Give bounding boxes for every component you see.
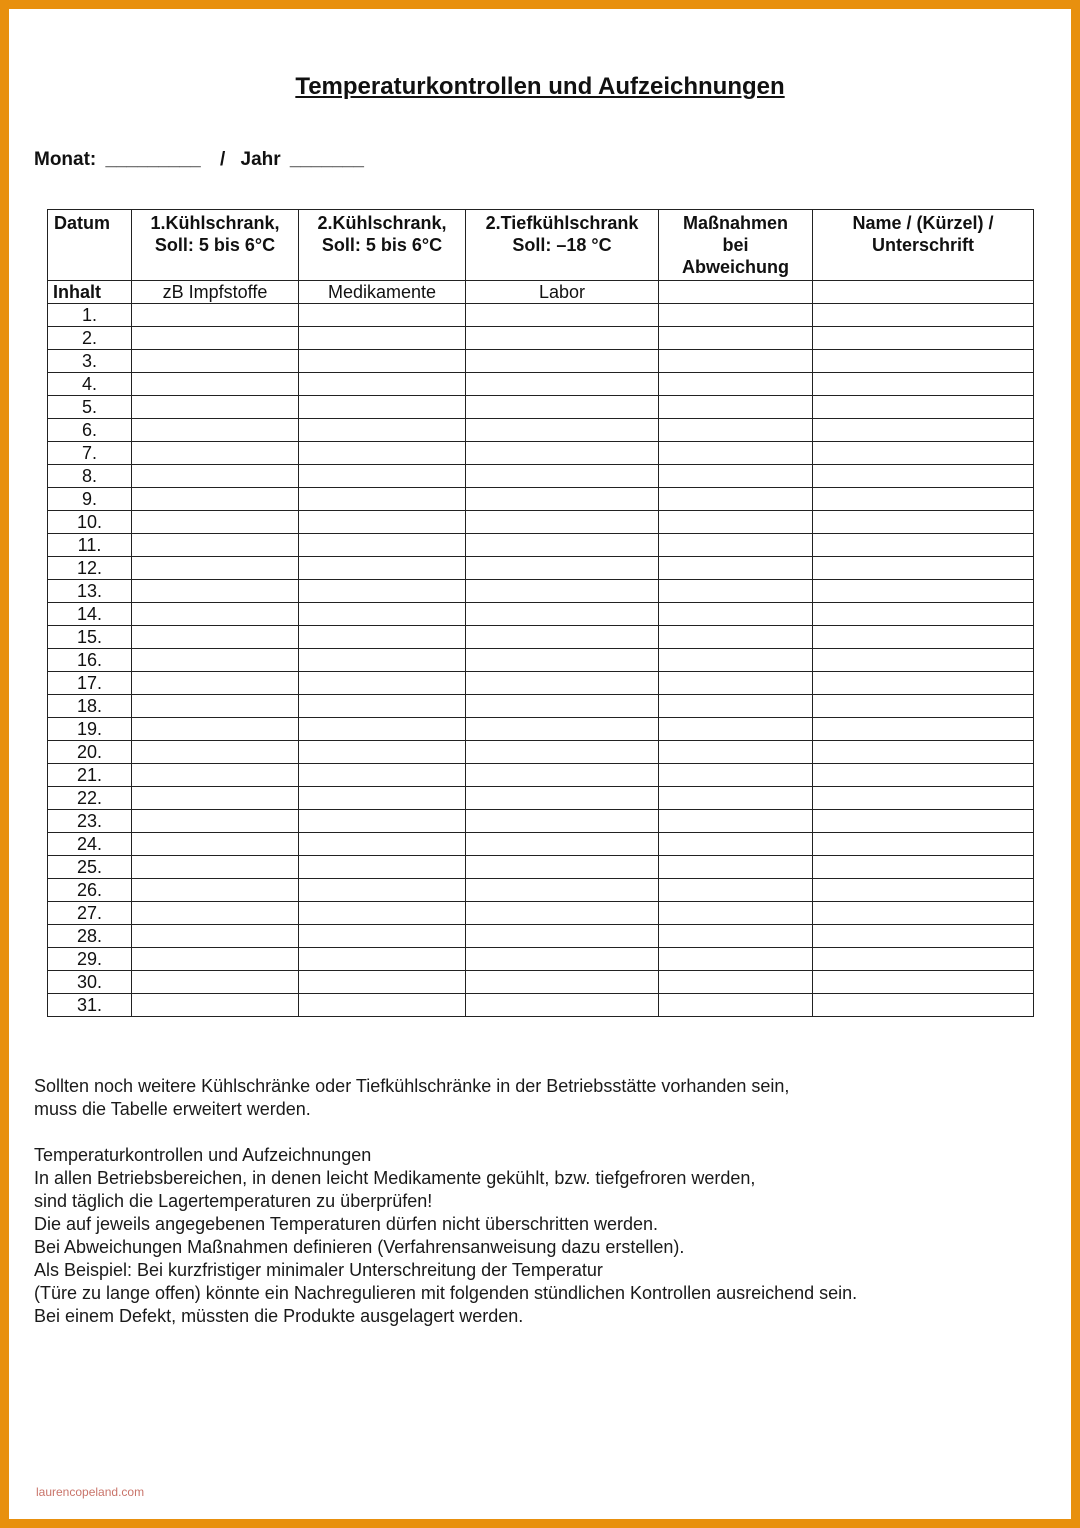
entry-cell[interactable]	[299, 603, 466, 626]
table-row	[48, 718, 1034, 741]
entry-cell[interactable]	[466, 603, 659, 626]
entry-cell[interactable]	[132, 603, 299, 626]
column-header-line: bei	[722, 235, 749, 255]
entry-cell[interactable]	[813, 787, 1034, 810]
day-number: 17.	[48, 672, 132, 695]
entry-cell[interactable]	[466, 419, 659, 442]
contents-cell	[659, 281, 813, 304]
entry-cell[interactable]	[132, 465, 299, 488]
entry-cell[interactable]	[659, 304, 813, 327]
notes-section	[34, 1075, 1054, 1351]
column-header	[299, 210, 466, 281]
entry-cell[interactable]	[659, 373, 813, 396]
entry-cell[interactable]	[813, 902, 1034, 925]
day-number: 5.	[48, 396, 132, 419]
entry-cell[interactable]	[466, 534, 659, 557]
entry-cell[interactable]	[299, 465, 466, 488]
entry-cell[interactable]	[659, 718, 813, 741]
entry-cell[interactable]	[466, 971, 659, 994]
entry-cell[interactable]	[659, 419, 813, 442]
contents-cell: Labor	[466, 281, 659, 304]
entry-cell[interactable]	[813, 419, 1034, 442]
notes-paragraph-instructions	[34, 1144, 1054, 1328]
notes-line: sind täglich die Lagertemperaturen zu überprüfen!	[34, 1191, 433, 1211]
entry-cell[interactable]	[659, 557, 813, 580]
entry-cell[interactable]	[132, 511, 299, 534]
table-row	[48, 741, 1034, 764]
entry-cell[interactable]	[813, 327, 1034, 350]
entry-cell[interactable]	[466, 488, 659, 511]
entry-cell[interactable]	[132, 971, 299, 994]
notes-line: Sollten noch weitere Kühlschränke oder Tiefkühlschränke in der Betriebsstätte vorhanden sein,	[34, 1076, 790, 1096]
day-number: 29.	[48, 948, 132, 971]
notes-line: In allen Betriebsbereichen, in denen leicht Medikamente gekühlt, bzw. tiefgefroren werden,	[34, 1168, 756, 1188]
entry-cell[interactable]	[466, 304, 659, 327]
entry-cell[interactable]	[299, 856, 466, 879]
notes-line: Als Beispiel: Bei kurzfristiger minimaler Unterschreitung der Temperatur	[34, 1260, 603, 1280]
entry-cell[interactable]	[299, 419, 466, 442]
entry-cell[interactable]	[466, 925, 659, 948]
contents-cell: Medikamente	[299, 281, 466, 304]
entry-cell[interactable]	[813, 442, 1034, 465]
day-number: 28.	[48, 925, 132, 948]
entry-cell[interactable]	[132, 327, 299, 350]
table-row	[48, 879, 1034, 902]
table-row	[48, 396, 1034, 419]
entry-cell[interactable]	[466, 948, 659, 971]
entry-cell[interactable]	[813, 373, 1034, 396]
day-number: 10.	[48, 511, 132, 534]
entry-cell[interactable]	[466, 557, 659, 580]
entry-cell[interactable]	[659, 948, 813, 971]
entry-cell[interactable]	[132, 442, 299, 465]
table-row	[48, 672, 1034, 695]
entry-cell[interactable]	[466, 672, 659, 695]
entry-cell[interactable]	[299, 787, 466, 810]
entry-cell[interactable]	[659, 879, 813, 902]
table-row	[48, 787, 1034, 810]
entry-cell[interactable]	[132, 718, 299, 741]
table-row	[48, 373, 1034, 396]
entry-cell[interactable]	[659, 603, 813, 626]
day-number: 12.	[48, 557, 132, 580]
table-row	[48, 465, 1034, 488]
table-row	[48, 327, 1034, 350]
entry-cell[interactable]	[132, 741, 299, 764]
table-row	[48, 695, 1034, 718]
entry-cell[interactable]	[659, 833, 813, 856]
entry-cell[interactable]	[299, 557, 466, 580]
entry-cell[interactable]	[466, 511, 659, 534]
entry-cell[interactable]	[813, 534, 1034, 557]
entry-cell[interactable]	[466, 580, 659, 603]
notes-paragraph-extension	[34, 1075, 1054, 1121]
entry-cell[interactable]	[659, 925, 813, 948]
table-row	[48, 833, 1034, 856]
table-row	[48, 649, 1034, 672]
entry-cell[interactable]	[299, 327, 466, 350]
day-number: 25.	[48, 856, 132, 879]
day-number: 30.	[48, 971, 132, 994]
entry-cell[interactable]	[659, 902, 813, 925]
month-year-separator: /	[219, 149, 226, 170]
column-header	[132, 210, 299, 281]
table-header-row	[48, 210, 1034, 281]
table-row	[48, 442, 1034, 465]
entry-cell[interactable]	[466, 327, 659, 350]
entry-cell[interactable]	[813, 304, 1034, 327]
column-header-line: Datum	[54, 213, 111, 233]
entry-cell[interactable]	[299, 879, 466, 902]
table-row	[48, 580, 1034, 603]
entry-cell[interactable]	[299, 350, 466, 373]
entry-cell[interactable]	[813, 810, 1034, 833]
day-number: 3.	[48, 350, 132, 373]
entry-cell[interactable]	[659, 994, 813, 1017]
entry-cell[interactable]	[299, 902, 466, 925]
entry-cell[interactable]	[299, 833, 466, 856]
day-number: 11.	[48, 534, 132, 557]
entry-cell[interactable]	[813, 649, 1034, 672]
entry-cell[interactable]	[299, 396, 466, 419]
entry-cell[interactable]	[299, 994, 466, 1017]
entry-cell[interactable]	[659, 971, 813, 994]
entry-cell[interactable]	[659, 810, 813, 833]
entry-cell[interactable]	[299, 511, 466, 534]
column-header-line: Soll: 5 bis 6°C	[154, 235, 276, 255]
notes-line: Bei Abweichungen Maßnahmen definieren (Verfahrensanweisung dazu erstellen).	[34, 1237, 685, 1257]
entry-cell[interactable]	[299, 534, 466, 557]
day-number: 26.	[48, 879, 132, 902]
entry-cell[interactable]	[299, 672, 466, 695]
entry-cell[interactable]	[466, 695, 659, 718]
entry-cell[interactable]	[813, 741, 1034, 764]
table-row	[48, 994, 1034, 1017]
entry-cell[interactable]	[466, 718, 659, 741]
entry-cell[interactable]	[659, 534, 813, 557]
table-row	[48, 948, 1034, 971]
day-number: 16.	[48, 649, 132, 672]
table-row	[48, 350, 1034, 373]
entry-cell[interactable]	[132, 810, 299, 833]
year-blank: _______	[289, 149, 364, 170]
table-row	[48, 534, 1034, 557]
entry-cell[interactable]	[659, 764, 813, 787]
column-header-line: Soll: 5 bis 6°C	[321, 235, 443, 255]
entry-cell[interactable]	[132, 672, 299, 695]
entry-cell[interactable]	[132, 557, 299, 580]
column-header	[48, 210, 132, 281]
day-number: 23.	[48, 810, 132, 833]
column-header-line: Name / (Kürzel) /	[852, 213, 994, 233]
entry-cell[interactable]	[813, 488, 1034, 511]
entry-cell[interactable]	[299, 373, 466, 396]
entry-cell[interactable]	[659, 488, 813, 511]
entry-cell[interactable]	[659, 672, 813, 695]
column-header-line: Soll: –18 °C	[512, 235, 612, 255]
day-number: 4.	[48, 373, 132, 396]
entry-cell[interactable]	[813, 672, 1034, 695]
entry-cell[interactable]	[132, 879, 299, 902]
entry-cell[interactable]	[132, 764, 299, 787]
entry-cell[interactable]	[813, 948, 1034, 971]
entry-cell[interactable]	[132, 350, 299, 373]
entry-cell[interactable]	[466, 994, 659, 1017]
entry-cell[interactable]	[466, 626, 659, 649]
month-year-line	[34, 149, 368, 171]
entry-cell[interactable]	[813, 350, 1034, 373]
entry-cell[interactable]	[299, 442, 466, 465]
column-header	[813, 210, 1034, 281]
month-label: Monat:	[34, 149, 97, 170]
column-header-line: Abweichung	[682, 257, 789, 277]
entry-cell[interactable]	[132, 373, 299, 396]
day-number: 21.	[48, 764, 132, 787]
day-number: 20.	[48, 741, 132, 764]
entry-cell[interactable]	[299, 948, 466, 971]
entry-cell[interactable]	[132, 626, 299, 649]
entry-cell[interactable]	[466, 856, 659, 879]
entry-cell[interactable]	[813, 465, 1034, 488]
day-number: 27.	[48, 902, 132, 925]
day-number: 7.	[48, 442, 132, 465]
day-number: 31.	[48, 994, 132, 1017]
entry-cell[interactable]	[466, 902, 659, 925]
column-header-line: 1.Kühlschrank,	[150, 213, 280, 233]
entry-cell[interactable]	[659, 695, 813, 718]
table-row	[48, 810, 1034, 833]
entry-cell[interactable]	[466, 833, 659, 856]
notes-line: Die auf jeweils angegebenen Temperaturen dürfen nicht überschritten werden.	[34, 1214, 659, 1234]
day-number: 18.	[48, 695, 132, 718]
entry-cell[interactable]	[299, 971, 466, 994]
entry-cell[interactable]	[659, 856, 813, 879]
entry-cell[interactable]	[813, 833, 1034, 856]
entry-cell[interactable]	[466, 787, 659, 810]
entry-cell[interactable]	[299, 741, 466, 764]
table-row	[48, 557, 1034, 580]
entry-cell[interactable]	[659, 327, 813, 350]
day-number: 6.	[48, 419, 132, 442]
table-row	[48, 626, 1034, 649]
entry-cell[interactable]	[659, 580, 813, 603]
watermark: laurencopeland.com	[36, 1485, 145, 1499]
entry-cell[interactable]	[299, 580, 466, 603]
entry-cell[interactable]	[299, 764, 466, 787]
entry-cell[interactable]	[813, 971, 1034, 994]
day-number: 1.	[48, 304, 132, 327]
column-header-line: 2.Kühlschrank,	[317, 213, 447, 233]
entry-cell[interactable]	[466, 442, 659, 465]
entry-cell[interactable]	[299, 810, 466, 833]
table-row	[48, 971, 1034, 994]
entry-cell[interactable]	[132, 419, 299, 442]
entry-cell[interactable]	[466, 810, 659, 833]
day-number: 24.	[48, 833, 132, 856]
day-number: 13.	[48, 580, 132, 603]
table-row	[48, 488, 1034, 511]
entry-cell[interactable]	[132, 695, 299, 718]
table-row	[48, 419, 1034, 442]
entry-cell[interactable]	[299, 649, 466, 672]
entry-cell[interactable]	[132, 534, 299, 557]
year-label: Jahr	[240, 149, 281, 170]
entry-cell[interactable]	[813, 856, 1034, 879]
entry-cell[interactable]	[659, 396, 813, 419]
entry-cell[interactable]	[299, 488, 466, 511]
entry-cell[interactable]	[132, 833, 299, 856]
day-number: 19.	[48, 718, 132, 741]
day-number: 8.	[48, 465, 132, 488]
day-number: 22.	[48, 787, 132, 810]
entry-cell[interactable]	[813, 626, 1034, 649]
table-row	[48, 304, 1034, 327]
day-number: 15.	[48, 626, 132, 649]
day-number: 9.	[48, 488, 132, 511]
entry-cell[interactable]	[659, 741, 813, 764]
table-row	[48, 902, 1034, 925]
entry-cell[interactable]	[813, 511, 1034, 534]
entry-cell[interactable]	[132, 856, 299, 879]
entry-cell[interactable]	[659, 787, 813, 810]
entry-cell[interactable]	[132, 396, 299, 419]
entry-cell[interactable]	[659, 626, 813, 649]
table-row	[48, 925, 1034, 948]
entry-cell[interactable]	[466, 879, 659, 902]
notes-line: Bei einem Defekt, müssten die Produkte ausgelagert werden.	[34, 1306, 524, 1326]
entry-cell[interactable]	[466, 373, 659, 396]
entry-cell[interactable]	[659, 465, 813, 488]
column-header-line: Maßnahmen	[682, 213, 788, 233]
entry-cell[interactable]	[813, 718, 1034, 741]
entry-cell[interactable]	[132, 787, 299, 810]
entry-cell[interactable]	[466, 350, 659, 373]
entry-cell[interactable]	[299, 925, 466, 948]
table-row	[48, 856, 1034, 879]
entry-cell[interactable]	[659, 511, 813, 534]
entry-cell[interactable]	[466, 764, 659, 787]
entry-cell[interactable]	[813, 994, 1034, 1017]
notes-line: Temperaturkontrollen und Aufzeichnungen	[34, 1145, 372, 1165]
entry-cell[interactable]	[132, 649, 299, 672]
column-header	[659, 210, 813, 281]
entry-cell[interactable]	[132, 304, 299, 327]
entry-cell[interactable]	[659, 442, 813, 465]
entry-cell[interactable]	[813, 396, 1034, 419]
table-row	[48, 511, 1034, 534]
entry-cell[interactable]	[813, 925, 1034, 948]
entry-cell[interactable]	[132, 902, 299, 925]
table-row	[48, 764, 1034, 787]
entry-cell[interactable]	[299, 626, 466, 649]
entry-cell[interactable]	[299, 695, 466, 718]
column-header-line: 2.Tiefkühlschrank	[485, 213, 639, 233]
contents-label: Inhalt	[48, 281, 132, 304]
column-header-line: Unterschrift	[871, 235, 974, 255]
entry-cell[interactable]	[813, 764, 1034, 787]
entry-cell[interactable]	[466, 741, 659, 764]
entry-cell[interactable]	[659, 350, 813, 373]
contents-row	[48, 281, 1034, 304]
month-blank: _________	[105, 149, 201, 170]
entry-cell[interactable]	[466, 396, 659, 419]
entry-cell[interactable]	[132, 994, 299, 1017]
entry-cell[interactable]	[466, 649, 659, 672]
entry-cell[interactable]	[813, 879, 1034, 902]
page-title: Temperaturkontrollen und Aufzeichnungen	[295, 73, 785, 100]
temperature-log-table	[47, 209, 1034, 1017]
entry-cell[interactable]	[466, 465, 659, 488]
day-number: 14.	[48, 603, 132, 626]
entry-cell[interactable]	[813, 695, 1034, 718]
contents-cell	[813, 281, 1034, 304]
table-row	[48, 603, 1034, 626]
day-number: 2.	[48, 327, 132, 350]
entry-cell[interactable]	[132, 488, 299, 511]
entry-cell[interactable]	[659, 649, 813, 672]
entry-cell[interactable]	[132, 925, 299, 948]
entry-cell[interactable]	[132, 580, 299, 603]
notes-line: (Türe zu lange offen) könnte ein Nachregulieren mit folgenden stündlichen Kontrollen ausreichend sein.	[34, 1283, 858, 1303]
notes-line: muss die Tabelle erweitert werden.	[34, 1099, 311, 1119]
entry-cell[interactable]	[299, 304, 466, 327]
entry-cell[interactable]	[813, 603, 1034, 626]
column-header	[466, 210, 659, 281]
contents-cell: zB Impfstoffe	[132, 281, 299, 304]
entry-cell[interactable]	[132, 948, 299, 971]
entry-cell[interactable]	[299, 718, 466, 741]
entry-cell[interactable]	[813, 557, 1034, 580]
entry-cell[interactable]	[813, 580, 1034, 603]
